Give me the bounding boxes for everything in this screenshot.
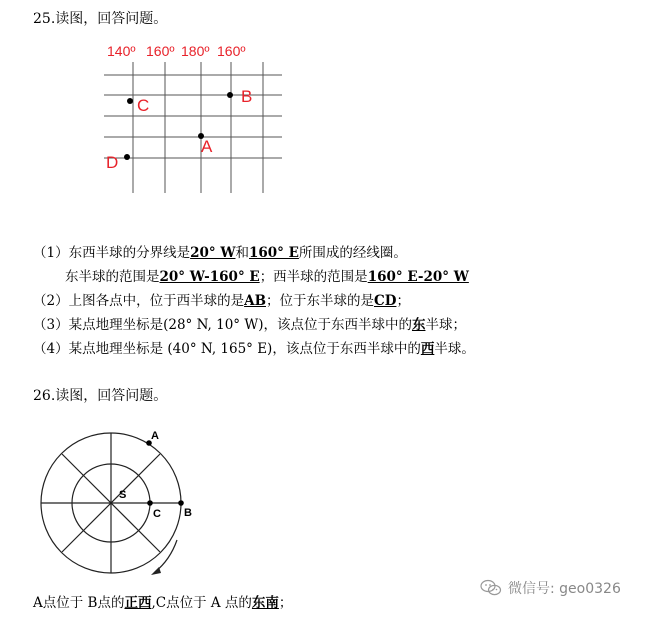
point-d [124, 154, 130, 160]
lon-label-2: 160º [146, 43, 175, 59]
polar-point-b [178, 500, 184, 506]
point-c [127, 98, 133, 104]
label-c: C [137, 96, 150, 115]
watermark-text: 微信号: geo0326 [508, 581, 621, 597]
q25-line-3: （2）上图各点中，位于西半球的是AB；位于东半球的是CD； [33, 293, 410, 309]
point-b [227, 92, 233, 98]
q25-grid-diagram [98, 38, 298, 198]
answer-hemisphere-3: 东 [411, 317, 426, 333]
lon-label-4: 160º [217, 43, 246, 59]
answer-direction-2: 东南 [251, 595, 279, 611]
watermark [480, 578, 621, 598]
rotation-arrow [155, 540, 177, 572]
q25-line-2: 东半球的范围是20° W-160° E；西半球的范围是160° E-20° W [65, 269, 469, 285]
answer-east-range: 20° W-160° E [159, 269, 260, 285]
q26-answer: A点位于 B点的正西,C点位于 A 点的东南； [33, 595, 293, 611]
polar-label-b: B [184, 507, 192, 519]
answer-hemisphere-4: 西 [420, 341, 435, 357]
q25-title: 25.读图，回答问题。 [33, 11, 168, 27]
q26-polar-diagram [30, 428, 230, 593]
answer-boundary-1: 20° W [190, 245, 236, 261]
q25-line-5: （4）某点地理坐标是 (40° N, 165° E)，该点位于东西半球中的西半球。 [33, 341, 475, 357]
q25-line-4: （3）某点地理坐标是(28° N, 10° W)，该点位于东西半球中的东半球； [33, 317, 466, 333]
label-d: D [106, 153, 119, 172]
answer-west-range: 160° E-20° W [367, 269, 469, 285]
polar-point-c [147, 500, 153, 506]
label-b: B [241, 87, 253, 106]
lon-label-1: 140º [107, 43, 136, 59]
answer-direction-1: 正西 [124, 595, 152, 611]
answer-east-points: CD [373, 293, 397, 309]
q26-title: 26.读图，回答问题。 [33, 388, 168, 404]
wechat-icon [480, 579, 502, 597]
q25-line-1: （1）东西半球的分界线是20° W和160° E所围成的经线圈。 [33, 245, 407, 261]
polar-label-c: C [153, 508, 161, 520]
answer-west-points: AB [244, 293, 266, 309]
lon-label-3: 180º [181, 43, 210, 59]
label-a: A [201, 137, 213, 156]
polar-label-s: S [119, 489, 127, 501]
grid-lines [104, 62, 282, 193]
polar-label-a: A [151, 430, 159, 442]
answer-boundary-2: 160° E [249, 245, 299, 261]
